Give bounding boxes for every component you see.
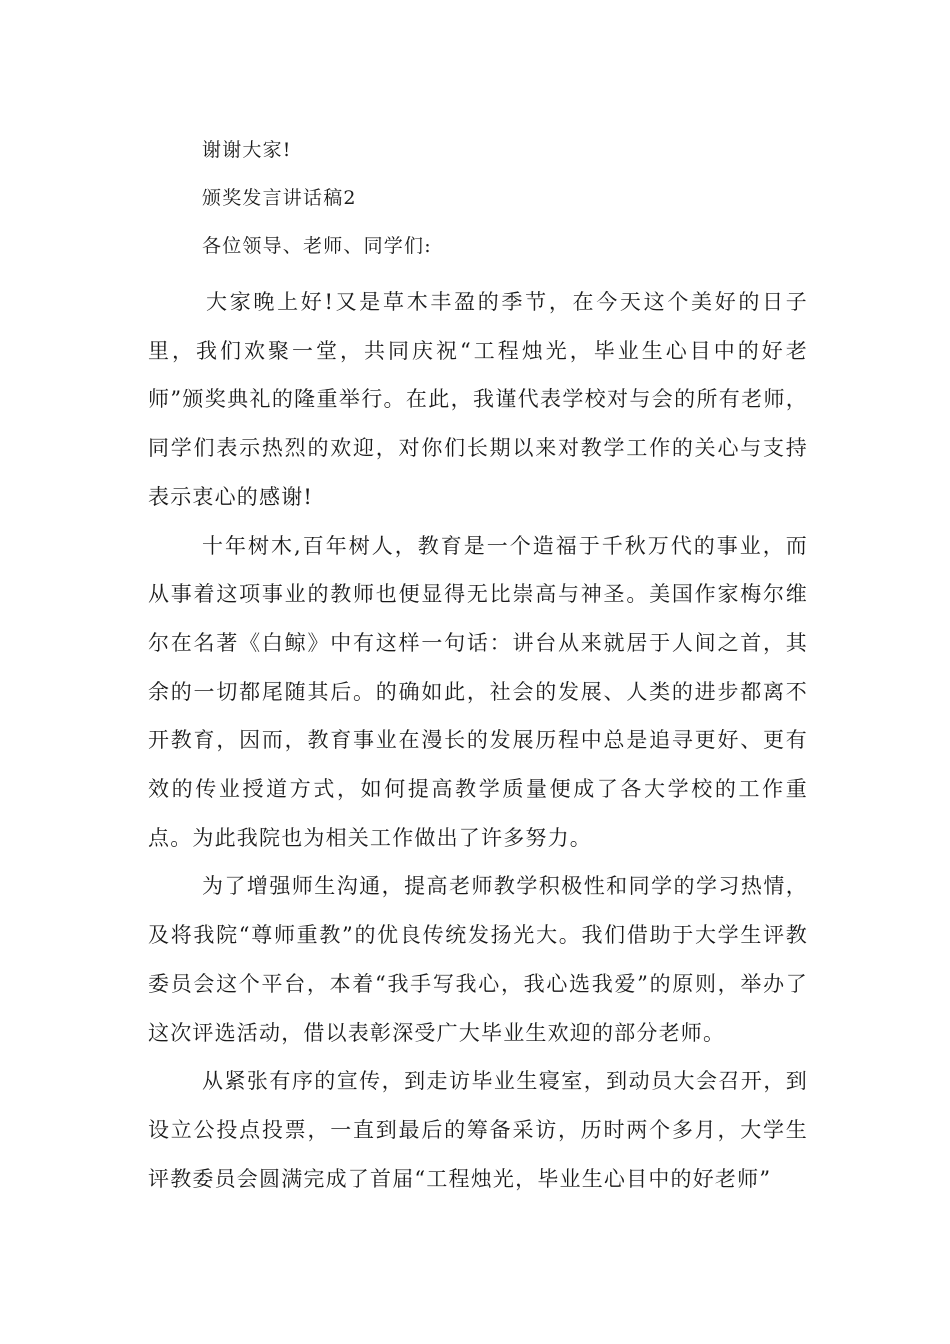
paragraph-purpose: 为了增强师生沟通，提高老师教学积极性和同学的学习热情，及将我院“尊师重教”的优良传统发扬光大。我们借助于大学生评教委员会这个平台，本着“我手写我心，我心选我爱”的原则，举办了这次评选活动，借以表彰深受广大毕业生欢迎的部分老师。 <box>148 874 808 1045</box>
document-body <box>148 126 808 1203</box>
paragraph-education: 十年树木,百年树人，教育是一个造福于千秋万代的事业，而从事着这项事业的教师也便显得无比崇高与神圣。美国作家梅尔维尔在名著《白鲸》中有这样一句话：讲台从来就居于人间之首，其余的一切都尾随其后。的确如此，社会的发展、人类的进步都离不开教育，因而，教育事业在漫长的发展历程中总是追寻更好、更有效的传业授道方式，如何提高教学质量便成了各大学校的工作重点。为此我院也为相关工作做出了许多努力。 <box>148 533 808 850</box>
paragraph-process: 从紧张有序的宣传，到走访毕业生寝室，到动员大会召开，到设立公投点投票，一直到最后的筹备采访，历时两个多月，大学生评教委员会圆满完成了首届“工程烛光，毕业生心目中的好老师” <box>148 1069 808 1191</box>
closing-thanks-line: 谢谢大家! <box>202 139 292 161</box>
salutation-line: 各位领导、老师、同学们: <box>202 235 432 257</box>
paragraph-greeting: 大家晚上好!又是草木丰盈的季节，在今天这个美好的日子里，我们欢聚一堂，共同庆祝“工程烛光，毕业生心目中的好老师”颁奖典礼的隆重举行。在此，我谨代表学校对与会的所有老师，同学们表示热烈的欢迎，对你们长期以来对教学工作的关心与支持表示衷心的感谢! <box>148 290 808 509</box>
section-title: 颁奖发言讲话稿2 <box>202 187 357 209</box>
